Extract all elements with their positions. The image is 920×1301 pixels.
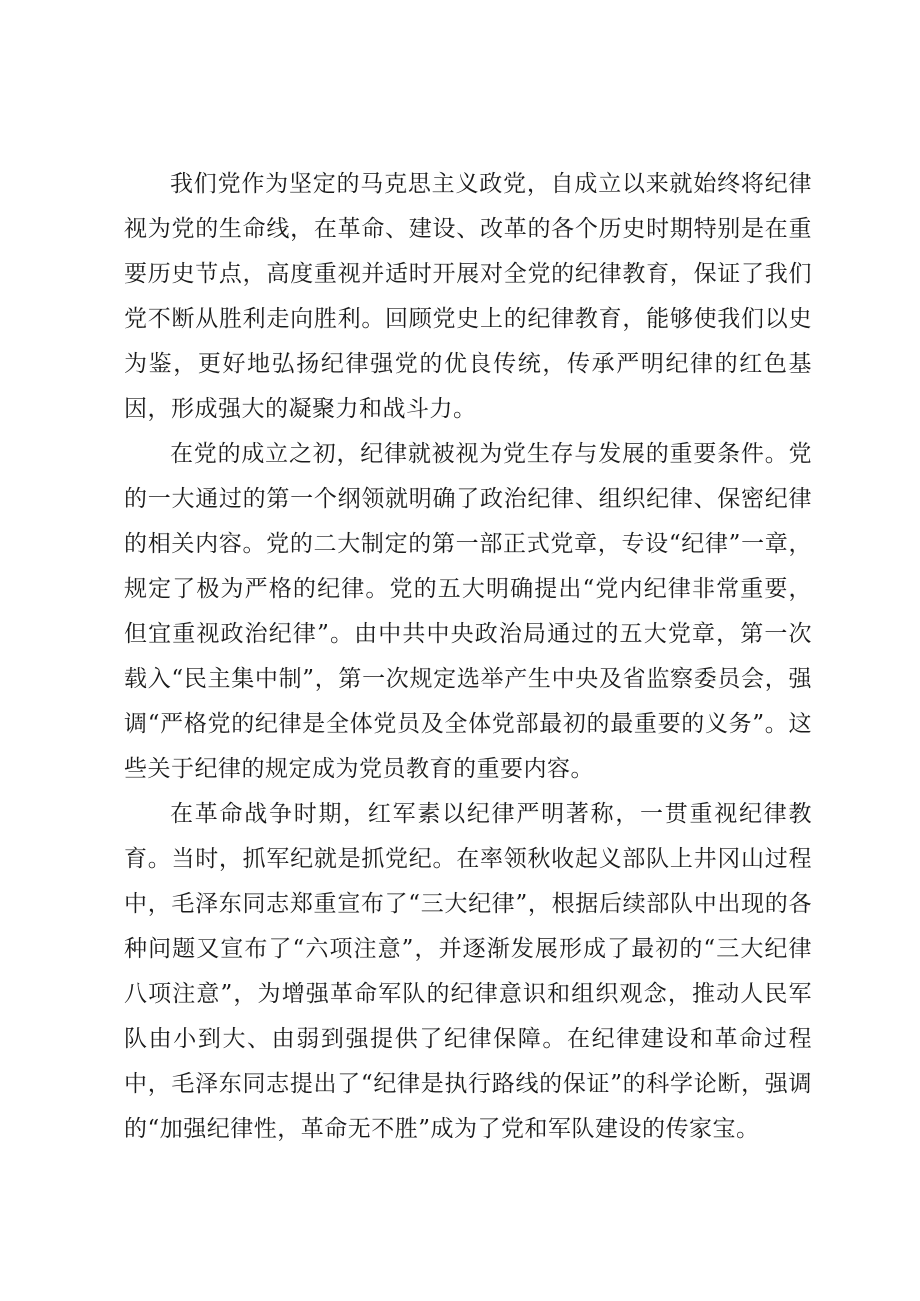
paragraph-founding-period: 在党的成立之初，纪律就被视为党生存与发展的重要条件。党的一大通过的第一个纲领就明确了政治纪律、组织纪律、保密纪律的相关内容。党的二大制定的第一部正式党章，专设“纪律”一章，规定了极为严格的纪律。党的五大明确提出“党内纪律非常重要，但宜重视政治纪律”。由中共中央政治局通过的五大党章，第一次载入“民主集中制”，第一次规定选举产生中央及省监察委员会，强调“严格党的纪律是全体党员及全体党部最初的最重要的义务”。这些关于纪律的规定成为党员教育的重要内容。 — [124, 441, 812, 782]
paragraph-revolutionary-war: 在革命战争时期，红军素以纪律严明著称，一贯重视纪律教育。当时，抓军纪就是抓党纪。在率领秋收起义部队上井冈山过程中，毛泽东同志郑重宣布了“三大纪律”，根据后续部队中出现的各种问题又宣布了“六项注意”，并逐渐发展形成了最初的“三大纪律八项注意”，为增强革命军队的纪律意识和组织观念，推动人民军队由小到大、由弱到强提供了纪律保障。在纪律建设和革命过程中，毛泽东同志提出了“纪律是执行路线的保证”的科学论断，强调的“加强纪律性，革命无不胜”成为了党和军队建设的传家宝。 — [124, 801, 812, 1142]
document-body — [124, 162, 812, 1152]
paragraph-intro: 我们党作为坚定的马克思主义政党，自成立以来就始终将纪律视为党的生命线，在革命、建设、改革的各个历史时期特别是在重要历史节点，高度重视并适时开展对全党的纪律教育，保证了我们党不断从胜利走向胜利。回顾党史上的纪律教育，能够使我们以史为鉴，更好地弘扬纪律强党的优良传统，传承严明纪律的红色基因，形成强大的凝聚力和战斗力。 — [124, 171, 812, 422]
